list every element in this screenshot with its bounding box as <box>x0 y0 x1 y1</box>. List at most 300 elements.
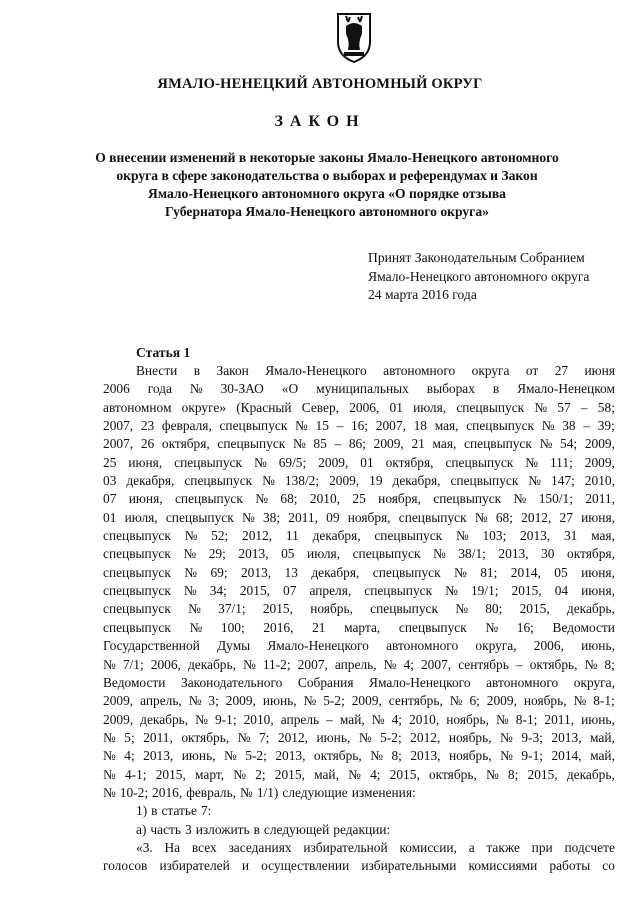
word: 2013, <box>275 748 306 764</box>
word: избирательными <box>361 858 457 874</box>
word: декабрь, <box>566 601 615 617</box>
word: спецвыпуск <box>217 436 286 452</box>
word: 19/1; <box>470 583 499 599</box>
word: спецвыпуск <box>364 583 433 599</box>
law-title-line: Губернатора Ямало-Ненецкого автономного округа» <box>165 204 489 219</box>
word: 138/2; <box>284 473 320 489</box>
word: апреля, <box>309 583 352 599</box>
word: ноябрь, <box>523 693 567 709</box>
word: автономного <box>386 638 459 654</box>
article-text-line <box>103 454 615 472</box>
law-title-line: Ямало-Ненецкого автономного округа «О порядке отзыва <box>148 186 506 201</box>
word: № <box>103 656 116 672</box>
word: № <box>495 711 509 727</box>
word: 2013, <box>551 729 582 745</box>
word: спецвыпуск <box>103 601 171 617</box>
word: спецвыпуск <box>370 601 438 617</box>
word: автономном <box>103 399 172 415</box>
word: № <box>513 491 527 507</box>
word: комиссиями <box>468 858 538 874</box>
word: 2009, <box>318 454 349 470</box>
word: и <box>241 858 250 874</box>
word: 16; <box>350 418 369 434</box>
word: 2015, <box>155 766 186 782</box>
word: а <box>468 839 475 855</box>
word: сентябрь <box>458 656 509 672</box>
word: 2015, <box>239 583 270 599</box>
word: 27 <box>559 509 573 525</box>
word: № <box>188 693 202 709</box>
word: 8; <box>507 766 519 782</box>
word: № <box>292 436 306 452</box>
word: 2006, <box>150 656 181 672</box>
word: спецвыпуск <box>103 528 171 544</box>
word: 7: <box>200 803 212 819</box>
word: май, <box>339 711 365 727</box>
word: 1) <box>136 803 148 819</box>
article-text-line <box>103 509 615 527</box>
word: – <box>326 711 333 727</box>
word: «3. <box>136 839 153 855</box>
article-text-line <box>103 362 615 380</box>
word: 8-1; <box>593 693 615 709</box>
word: 2009, <box>103 711 134 727</box>
word: № <box>584 656 598 672</box>
word: 2013, <box>520 528 551 544</box>
word: спецвыпуск <box>103 583 171 599</box>
word: 11 <box>285 528 299 544</box>
word: 25 <box>352 491 366 507</box>
word: декабря, <box>311 564 360 580</box>
word: № <box>348 766 361 782</box>
word: № <box>445 583 458 599</box>
word: спецвыпуск <box>352 546 421 562</box>
word: № <box>449 693 463 709</box>
word: декабря, <box>126 473 175 489</box>
word: мая, <box>434 418 459 434</box>
word: 2009, <box>329 473 360 489</box>
word: 2; <box>255 766 266 782</box>
word: 69/5; <box>278 454 307 470</box>
word: 2010, <box>409 711 440 727</box>
word: округа <box>471 363 510 378</box>
word: 25 <box>103 454 117 470</box>
word: 2009, <box>584 436 615 452</box>
article-text-line <box>103 692 615 710</box>
article-text-line <box>103 857 615 875</box>
article-text-line <box>103 564 615 582</box>
word: спецвыпуск <box>398 509 467 525</box>
word: 2016, <box>263 619 294 635</box>
word: 38; <box>262 509 281 525</box>
word: № <box>370 748 383 764</box>
word: февраль, <box>186 784 237 800</box>
word: спецвыпуск <box>184 473 253 489</box>
word: 2016, <box>152 784 183 800</box>
word: июнь, <box>181 748 216 764</box>
word: март, <box>195 766 225 782</box>
word: 2015, <box>511 583 542 599</box>
word: 01 <box>103 509 117 525</box>
word: октября, <box>161 436 210 452</box>
word: Законодательного <box>180 674 283 690</box>
word: 10-2; <box>119 784 149 800</box>
word: 26 <box>140 436 155 452</box>
word: № <box>383 656 397 672</box>
article-text-line <box>103 674 615 692</box>
word: 68; <box>495 509 513 525</box>
word: избирателей <box>159 858 230 874</box>
word: № <box>103 729 116 745</box>
word: № <box>241 509 255 525</box>
word: 2006 <box>103 381 130 397</box>
word: редакции: <box>333 821 391 837</box>
word: декабря, <box>392 473 441 489</box>
word: 09 <box>326 509 340 525</box>
word: изменения: <box>351 784 416 800</box>
article-text-line <box>103 656 615 674</box>
word: 39; <box>597 418 615 434</box>
word: № <box>183 583 197 599</box>
word: май, <box>314 766 339 782</box>
word: № <box>188 601 201 617</box>
word: № <box>103 784 116 800</box>
word: 86; <box>348 436 366 452</box>
word: июня, <box>128 491 163 507</box>
word: 38 <box>562 418 576 434</box>
word: 2009, <box>351 693 382 709</box>
word: спецвыпуск <box>165 509 234 525</box>
word: 2006, <box>533 638 564 654</box>
article-text-line <box>103 380 615 398</box>
word: № <box>525 454 539 470</box>
word: 2015, <box>389 766 420 782</box>
word: Ямало-Ненецкого <box>369 674 471 690</box>
word: октябрь, <box>181 729 230 745</box>
word: апрель, <box>334 656 377 672</box>
word: июня, <box>581 564 615 580</box>
word: 29; <box>208 546 226 562</box>
word: 9-3; <box>521 729 543 745</box>
word: 2011, <box>288 509 318 525</box>
word: ноябрь, <box>310 601 353 617</box>
word: № <box>253 454 267 470</box>
word: спецвыпуск <box>103 564 171 580</box>
word: № <box>500 748 513 764</box>
word: 01 <box>360 454 374 470</box>
word: 2015, <box>519 601 550 617</box>
word: 150/1; <box>538 491 573 507</box>
article-text-line <box>103 435 615 453</box>
word: апрель, <box>140 693 182 709</box>
word: Ведомости <box>552 619 615 635</box>
word: 38/1; <box>458 546 486 562</box>
word: 2013, <box>240 564 272 580</box>
article-text-line <box>103 582 615 600</box>
word: № <box>183 546 197 562</box>
word: мая, <box>591 528 615 544</box>
word: в <box>193 363 201 378</box>
word: Внести <box>136 363 178 378</box>
article-text-line <box>103 619 615 637</box>
word: 05 <box>554 564 568 580</box>
word: декабрь, <box>140 711 189 727</box>
word: изложить <box>195 821 250 837</box>
word: 19 <box>369 473 383 489</box>
word: № <box>103 748 116 764</box>
word: – <box>583 418 591 434</box>
word: спецвыпуск <box>398 619 467 635</box>
word: 3; <box>208 693 219 709</box>
article-body <box>103 362 615 876</box>
word: 8; <box>604 656 615 672</box>
word: Государственной <box>103 638 200 654</box>
word: 21 <box>411 436 425 452</box>
word: 2007, <box>103 418 134 434</box>
word: № <box>371 711 385 727</box>
word: спецвыпуск <box>450 473 519 489</box>
article-text-line <box>103 729 615 747</box>
word: 52; <box>211 528 229 544</box>
word: 2010, <box>584 473 615 489</box>
word: 30-ЗАО <box>220 381 264 397</box>
word: апрель <box>280 711 320 727</box>
word: 2013, <box>238 546 269 562</box>
word: ноябрь, <box>448 748 492 764</box>
word: № <box>224 748 237 764</box>
word: 16; <box>516 619 534 635</box>
word: № <box>455 601 468 617</box>
word: муниципальных <box>316 381 409 397</box>
word: 2014, <box>551 748 582 764</box>
word: № <box>474 509 488 525</box>
word: – <box>334 436 342 452</box>
word: 4; <box>124 748 135 764</box>
word: № <box>242 656 256 672</box>
word: октябрь, <box>428 766 477 782</box>
word: округа, <box>573 674 615 690</box>
word: 2009, <box>103 693 134 709</box>
word: 5-2; <box>323 693 345 709</box>
word: июля, <box>307 546 341 562</box>
word: № <box>485 766 499 782</box>
word: № <box>184 528 198 544</box>
word: 2007, <box>420 656 452 672</box>
word: в <box>492 381 500 397</box>
word: октябрь, <box>529 656 578 672</box>
word: 2007, <box>103 436 134 452</box>
word: 8-1; <box>515 711 538 727</box>
word: ноября, <box>378 491 421 507</box>
word: округе» <box>181 399 227 415</box>
word: 2010, <box>309 491 341 507</box>
word: 100; <box>220 619 245 635</box>
word: 9-1; <box>521 748 543 764</box>
word: 85 <box>313 436 327 452</box>
word: 8; <box>391 748 402 764</box>
word: № <box>103 766 116 782</box>
word: 2013, <box>143 748 174 764</box>
word: 2011, <box>544 711 575 727</box>
document-type-heading: ЗАКОН <box>274 113 366 130</box>
word: голосов <box>103 858 148 874</box>
word: 69; <box>210 564 228 580</box>
word: 18 <box>413 418 427 434</box>
word: со <box>602 858 615 874</box>
article-text-line <box>103 527 615 545</box>
word: – <box>580 399 588 415</box>
word: июля, <box>413 399 447 415</box>
word: июня, <box>581 583 615 599</box>
word: при <box>531 839 553 855</box>
word: № <box>433 546 446 562</box>
word: а) <box>136 821 147 837</box>
word: 5; <box>124 729 135 745</box>
word: 07 <box>103 491 117 507</box>
word: На <box>164 839 181 855</box>
word: 2009, <box>225 693 256 709</box>
word: июля, <box>124 509 158 525</box>
word: Север, <box>301 399 339 415</box>
word: 81; <box>480 564 498 580</box>
word: 54; <box>560 436 578 452</box>
article-text-line <box>103 784 615 802</box>
word: 2014, <box>510 564 541 580</box>
word: 2015, <box>262 601 293 617</box>
adoption-note-line: Ямало-Ненецкого автономного округа <box>368 268 590 284</box>
word: ноябрь, <box>446 711 489 727</box>
word: 2009, <box>486 693 517 709</box>
word: 103; <box>482 528 507 544</box>
word: 68; <box>280 491 298 507</box>
word: Ведомости <box>103 674 166 690</box>
word: 2009, <box>584 454 615 470</box>
word: 57 <box>557 399 571 415</box>
word: ноября, <box>347 509 391 525</box>
word: ноябрь, <box>448 729 492 745</box>
word: декабрь, <box>566 766 615 782</box>
word: 2007, <box>297 656 328 672</box>
word: часть <box>150 821 181 837</box>
word: спецвыпуск <box>103 546 171 562</box>
word: спецвыпуск <box>445 454 514 470</box>
word: № <box>240 784 253 800</box>
word: декабря, <box>312 528 361 544</box>
adoption-note <box>368 249 589 305</box>
word: спецвыпуск <box>174 491 243 507</box>
word: Думы <box>217 638 251 654</box>
article-text-line <box>103 490 615 508</box>
word: спецвыпуск <box>174 454 242 470</box>
word: июнь, <box>581 638 615 654</box>
word: 4-1; <box>124 766 147 782</box>
word: 2006, <box>349 399 380 415</box>
word: – <box>336 418 344 434</box>
word: спецвыпуск <box>219 418 288 434</box>
article-text-line <box>103 637 615 655</box>
article-text-line <box>103 747 615 765</box>
word: № <box>541 418 555 434</box>
region-heading: ЯМАЛО-НЕНЕЦКИЙ АВТОНОМНЫЙ ОКРУГ <box>157 76 483 92</box>
word: марта, <box>344 619 381 635</box>
word: от <box>525 363 539 378</box>
word: статье <box>161 803 197 819</box>
word: № <box>303 693 317 709</box>
word: 2011, <box>585 491 615 507</box>
article-text-line <box>103 472 615 490</box>
word: № <box>237 729 251 745</box>
article-text-line <box>103 802 615 820</box>
word: заседаниях <box>228 839 292 855</box>
word: осуществлении <box>261 858 350 874</box>
word: спецвыпуск <box>433 491 502 507</box>
word: 2012, <box>521 509 552 525</box>
word: июнь, <box>581 711 615 727</box>
word: 111; <box>549 454 573 470</box>
word: 5-2; <box>245 748 267 764</box>
word: 2012, <box>277 729 309 745</box>
adoption-note-line: Принят Законодательным Собранием <box>368 250 585 265</box>
word: 4; <box>391 711 403 727</box>
word: Ямало-Ненецкого <box>265 363 367 378</box>
word: работы <box>549 858 591 874</box>
word: избирательной <box>303 839 388 855</box>
word: 2009, <box>373 436 404 452</box>
word: 30 <box>541 546 555 562</box>
word: май, <box>590 748 615 764</box>
word: подсчете <box>564 839 615 855</box>
word: июня <box>584 363 615 378</box>
word: (Красный <box>236 399 292 415</box>
word: № <box>195 711 208 727</box>
word: «О <box>281 381 299 397</box>
article-heading: Статья 1 <box>136 345 191 360</box>
word: № <box>255 491 268 507</box>
word: спецвыпуск <box>374 528 443 544</box>
word: 01 <box>389 399 403 415</box>
word: май, <box>590 729 615 745</box>
word: 9-1; <box>214 711 237 727</box>
word: всех <box>191 839 217 855</box>
word: Закон <box>216 363 249 378</box>
article-text-line <box>103 600 615 618</box>
adoption-note-line: 24 марта 2016 года <box>368 287 477 302</box>
word: в <box>253 821 260 837</box>
word: 2015, <box>274 766 305 782</box>
word: 34; <box>209 583 227 599</box>
word: № <box>454 564 467 580</box>
law-title-line: О внесении изменений в некоторые законы Ямало-Ненецкого автономного <box>95 150 559 165</box>
word: 4; <box>403 656 414 672</box>
word: сентябрь, <box>388 693 443 709</box>
article-text-line <box>103 839 615 857</box>
word: июнь, <box>262 693 297 709</box>
word: 31 <box>563 528 578 544</box>
word: 1/1) <box>256 784 279 800</box>
word: № <box>573 693 587 709</box>
word: 07 <box>283 583 297 599</box>
word: автономного <box>383 363 456 378</box>
word: февраля, <box>161 418 212 434</box>
word: 2012, <box>410 729 441 745</box>
word: следующие <box>282 784 348 800</box>
article-text-line <box>103 711 615 729</box>
word: 147; <box>551 473 575 489</box>
word: года <box>147 381 172 397</box>
word: 2011, <box>143 729 173 745</box>
word: 37/1; <box>218 601 246 617</box>
word: № <box>455 528 469 544</box>
